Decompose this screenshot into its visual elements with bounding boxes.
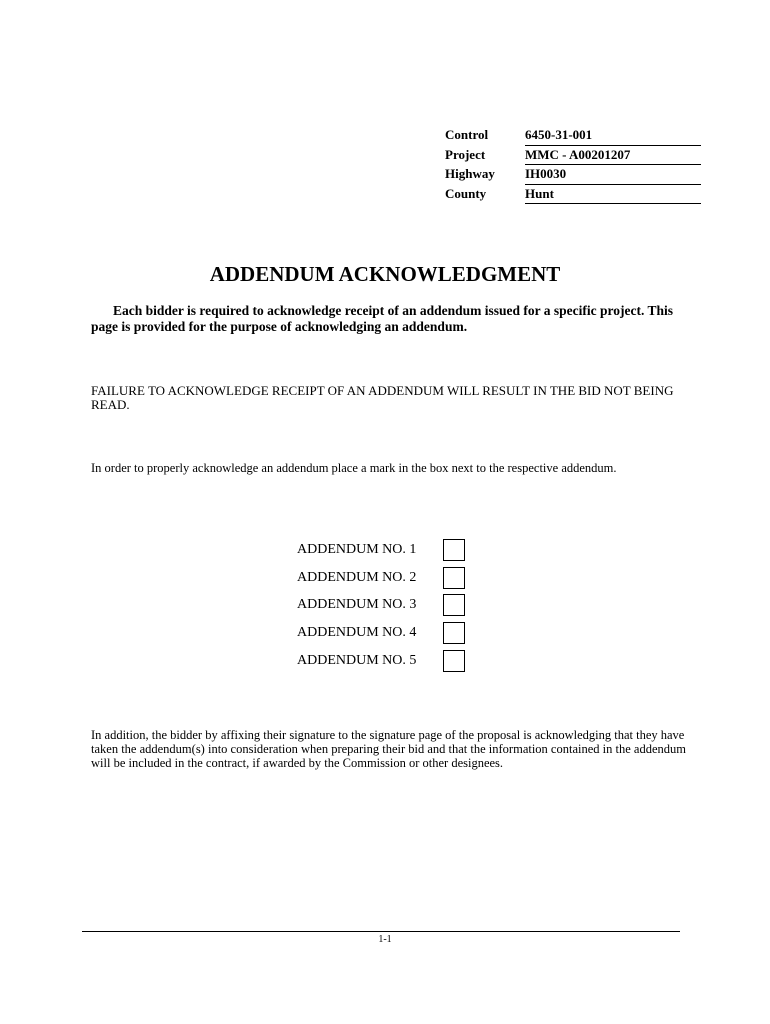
highway-value: IH0030 xyxy=(525,165,701,185)
closing-paragraph: In addition, the bidder by affixing their signature to the signature page of the proposal is acknowledging that they have taken the addendum(s) into consideration when preparing their bid and that the information contained in the addendum will be included in the contract, if awarded by the Commission or other designees. xyxy=(91,728,686,770)
addendum-row xyxy=(297,564,465,592)
control-value: 6450-31-001 xyxy=(525,126,701,146)
addendum-1-checkbox[interactable] xyxy=(443,539,465,561)
page-title: ADDENDUM ACKNOWLEDGMENT xyxy=(209,262,561,286)
county-value: Hunt xyxy=(525,185,701,205)
project-label: Project xyxy=(445,146,486,162)
addendum-5-checkbox[interactable] xyxy=(443,650,465,672)
addendum-1-label: ADDENDUM NO. 1 xyxy=(297,541,417,557)
footer-divider xyxy=(82,931,680,932)
addendum-row xyxy=(297,591,465,619)
addendum-2-label: ADDENDUM NO. 2 xyxy=(297,569,417,585)
highway-label: Highway xyxy=(445,166,495,181)
project-info-table xyxy=(445,126,701,204)
addendum-4-label: ADDENDUM NO. 4 xyxy=(297,624,417,640)
highway-row xyxy=(445,165,701,185)
control-label: Control xyxy=(445,127,489,142)
addendum-3-label: ADDENDUM NO. 3 xyxy=(297,597,417,613)
county-label: County xyxy=(445,185,487,201)
addendum-4-checkbox[interactable] xyxy=(443,622,465,644)
failure-notice: FAILURE TO ACKNOWLEDGE RECEIPT OF AN ADDENDUM WILL RESULT IN THE BID NOT BEING READ. xyxy=(91,383,674,412)
instruction-paragraph: In order to properly acknowledge an addendum place a mark in the box next to the respective addendum. xyxy=(91,461,617,475)
project-value: MMC - A00201207 xyxy=(525,146,701,166)
intro-paragraph: Each bidder is required to acknowledge receipt of an addendum issued for a specific project. This page is provided for the purpose of acknowledging an addendum. xyxy=(91,303,674,334)
addendum-list xyxy=(297,536,465,674)
control-row xyxy=(445,126,701,146)
addendum-2-checkbox[interactable] xyxy=(443,567,465,589)
addendum-row xyxy=(297,619,465,647)
addendum-row xyxy=(297,536,465,564)
page-number: 1-1 xyxy=(378,934,392,945)
addendum-3-checkbox[interactable] xyxy=(443,594,465,616)
addendum-row xyxy=(297,647,465,675)
project-row xyxy=(445,146,701,166)
county-row xyxy=(445,185,701,205)
addendum-5-label: ADDENDUM NO. 5 xyxy=(297,652,417,668)
